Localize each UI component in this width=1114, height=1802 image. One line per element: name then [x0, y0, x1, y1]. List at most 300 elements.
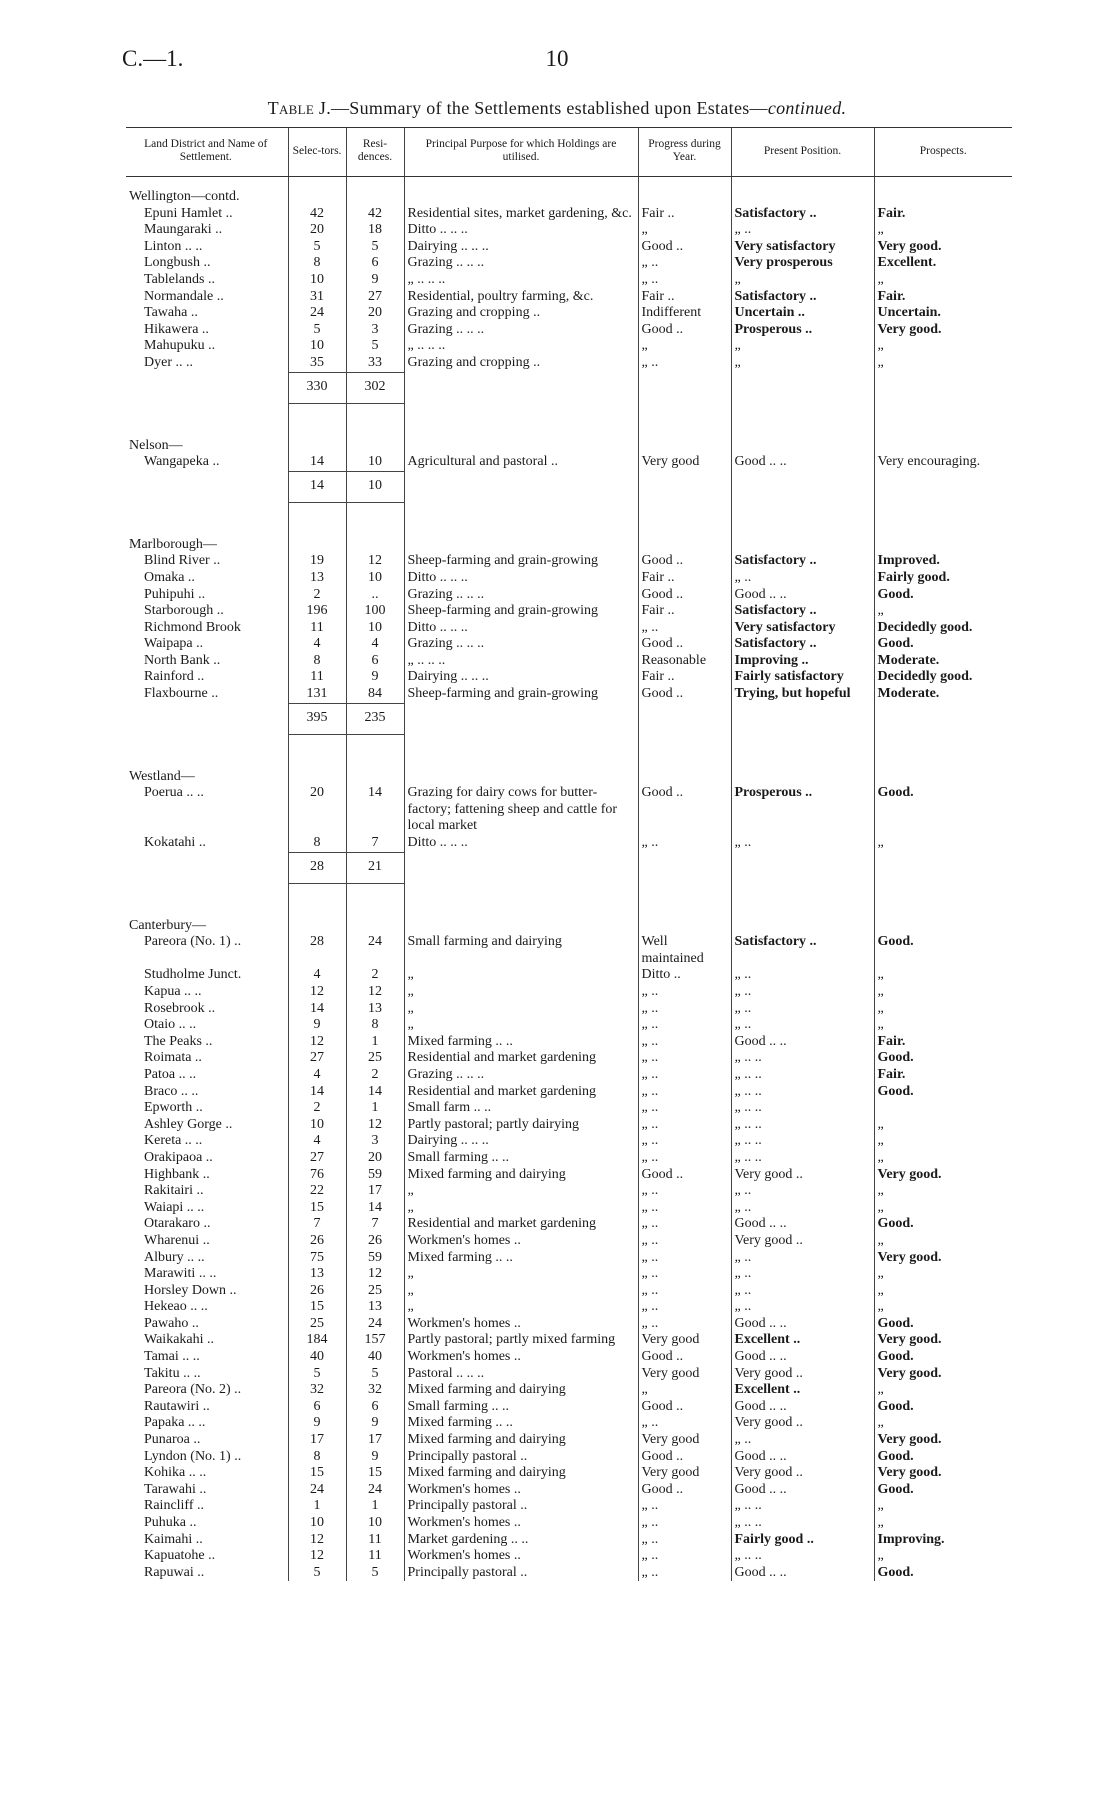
- principal-purpose: Residential and market gardening: [404, 1216, 638, 1233]
- empty-cell: [346, 734, 404, 757]
- selectors-count: 8: [288, 1449, 346, 1466]
- empty-cell: [731, 757, 874, 786]
- settlement-name: Pareora (No. 1) ..: [144, 934, 242, 950]
- progress-during-year: „ ..: [638, 1183, 731, 1200]
- residences-count: 157: [346, 1332, 404, 1349]
- empty-cell: [731, 883, 874, 906]
- group-total-row: [126, 852, 1012, 883]
- prospects: Excellent.: [874, 255, 1012, 272]
- progress-during-year: Good ..: [638, 1399, 731, 1416]
- present-position: Satisfactory ..: [731, 603, 874, 620]
- selectors-count: 9: [288, 1017, 346, 1034]
- progress-during-year: Very good: [638, 1366, 731, 1383]
- selectors-count: 17: [288, 1432, 346, 1449]
- empty-cell: [346, 403, 404, 426]
- empty-cell: [404, 177, 638, 206]
- settlement-name: Linton .. ..: [144, 238, 203, 254]
- table-row: [126, 1216, 1012, 1233]
- settlement-name: Takitu .. ..: [144, 1365, 201, 1381]
- principal-purpose: „: [404, 1200, 638, 1217]
- present-position: Very good ..: [731, 1233, 874, 1250]
- document-reference: C.—1.: [122, 46, 184, 71]
- selectors-count: 7: [288, 1216, 346, 1233]
- present-position: Good .. ..: [731, 1449, 874, 1466]
- settlement-name: Normandale ..: [144, 288, 224, 304]
- selectors-count: 28: [288, 934, 346, 967]
- present-position: „: [731, 355, 874, 372]
- table-row: [126, 636, 1012, 653]
- settlement-name: Otaio .. ..: [144, 1017, 197, 1033]
- settlement-name: Rainford ..: [144, 669, 205, 685]
- settlement-name: Omaka ..: [144, 569, 195, 585]
- principal-purpose: Residential and market gardening: [404, 1050, 638, 1067]
- group-header-row: [126, 757, 1012, 786]
- empty-cell: [126, 502, 288, 525]
- settlement-name: North Bank ..: [144, 652, 221, 668]
- residences-count: 24: [346, 1482, 404, 1499]
- settlement-name: Lyndon (No. 1) ..: [144, 1448, 242, 1464]
- selectors-count: 13: [288, 1266, 346, 1283]
- total-residences: 21: [346, 852, 404, 883]
- residences-count: 10: [346, 620, 404, 637]
- settlement-name: Papaka .. ..: [144, 1415, 206, 1431]
- selectors-count: 8: [288, 255, 346, 272]
- settlement-name: Richmond Brook: [144, 619, 241, 635]
- empty-cell: [404, 734, 638, 757]
- present-position: Good .. ..: [731, 1216, 874, 1233]
- selectors-count: 5: [288, 1565, 346, 1582]
- empty-cell: [346, 757, 404, 786]
- prospects: Decidedly good.: [874, 669, 1012, 686]
- prospects: „: [874, 967, 1012, 984]
- settlement-name: Flaxbourne ..: [144, 686, 219, 702]
- progress-during-year: Very good: [638, 454, 731, 471]
- selectors-count: 15: [288, 1200, 346, 1217]
- empty-cell: [638, 426, 731, 455]
- residences-count: 12: [346, 984, 404, 1001]
- empty-cell: [288, 426, 346, 455]
- prospects: Good.: [874, 1349, 1012, 1366]
- residences-count: 1: [346, 1034, 404, 1051]
- table-row: [126, 1250, 1012, 1267]
- empty-cell: [126, 403, 288, 426]
- table-row: [126, 1382, 1012, 1399]
- residences-count: 24: [346, 934, 404, 967]
- group-total-row: [126, 703, 1012, 734]
- residences-count: 3: [346, 1133, 404, 1150]
- total-residences: 302: [346, 372, 404, 403]
- present-position: Very good ..: [731, 1366, 874, 1383]
- principal-purpose: Principally pastoral ..: [404, 1498, 638, 1515]
- group-header-row: [126, 426, 1012, 455]
- settlement-name: Kereta .. ..: [144, 1133, 203, 1149]
- residences-count: 10: [346, 454, 404, 471]
- principal-purpose: „ .. .. ..: [404, 272, 638, 289]
- prospects: Good.: [874, 636, 1012, 653]
- principal-purpose: Mixed farming .. ..: [404, 1250, 638, 1267]
- selectors-count: 31: [288, 289, 346, 306]
- empty-cell: [731, 502, 874, 525]
- settlement-name: Hekeao .. ..: [144, 1299, 208, 1315]
- settlement-name: Epworth ..: [144, 1100, 203, 1116]
- selectors-count: 4: [288, 1133, 346, 1150]
- total-selectors: 14: [288, 471, 346, 502]
- table-row: [126, 934, 1012, 967]
- progress-during-year: Fair ..: [638, 289, 731, 306]
- empty-cell: [638, 906, 731, 935]
- present-position: Good .. ..: [731, 1399, 874, 1416]
- prospects: „: [874, 272, 1012, 289]
- residences-count: 32: [346, 1382, 404, 1399]
- empty-cell: [638, 372, 731, 403]
- prospects: „: [874, 1150, 1012, 1167]
- prospects: Very good.: [874, 1332, 1012, 1349]
- table-row: [126, 1498, 1012, 1515]
- empty-cell: [874, 471, 1012, 502]
- total-selectors: 395: [288, 703, 346, 734]
- progress-during-year: Fair ..: [638, 603, 731, 620]
- residences-count: 26: [346, 1233, 404, 1250]
- residences-count: 10: [346, 1515, 404, 1532]
- progress-during-year: „ ..: [638, 1515, 731, 1532]
- group-header-row: [126, 525, 1012, 554]
- prospects: Good.: [874, 1084, 1012, 1101]
- prospects: Very good.: [874, 1167, 1012, 1184]
- empty-cell: [404, 906, 638, 935]
- settlement-name: Rakitairi ..: [144, 1183, 204, 1199]
- prospects: Improved.: [874, 553, 1012, 570]
- empty-cell: [874, 703, 1012, 734]
- table-row: [126, 620, 1012, 637]
- prospects: Good.: [874, 1316, 1012, 1333]
- selectors-count: 26: [288, 1233, 346, 1250]
- present-position: „ ..: [731, 1200, 874, 1217]
- selectors-count: 14: [288, 1084, 346, 1101]
- prospects: Good.: [874, 1449, 1012, 1466]
- settlements-table: [126, 127, 1012, 1581]
- principal-purpose: Grazing .. .. ..: [404, 1067, 638, 1084]
- principal-purpose: „: [404, 1183, 638, 1200]
- empty-cell: [346, 177, 404, 206]
- selectors-count: 42: [288, 206, 346, 223]
- table-row: [126, 669, 1012, 686]
- settlement-name: Blind River ..: [144, 553, 221, 569]
- empty-cell: [731, 426, 874, 455]
- settlement-name: Studholme Junct.: [144, 967, 242, 983]
- selectors-count: 11: [288, 669, 346, 686]
- table-row: [126, 1183, 1012, 1200]
- table-title-suffix: continued.: [767, 98, 847, 118]
- settlement-name: Otarakaro ..: [144, 1216, 211, 1232]
- principal-purpose: „: [404, 1266, 638, 1283]
- prospects: Moderate.: [874, 653, 1012, 670]
- residences-count: 33: [346, 355, 404, 372]
- empty-cell: [126, 883, 288, 906]
- settlement-name: Punaroa ..: [144, 1432, 201, 1448]
- table-row: [126, 1283, 1012, 1300]
- empty-cell: [874, 734, 1012, 757]
- present-position: „ ..: [731, 222, 874, 239]
- settlement-name: Starborough ..: [144, 603, 224, 619]
- principal-purpose: Small farming .. ..: [404, 1399, 638, 1416]
- present-position: „ ..: [731, 1250, 874, 1267]
- progress-during-year: „ ..: [638, 355, 731, 372]
- residences-count: 1: [346, 1498, 404, 1515]
- empty-cell: [638, 757, 731, 786]
- prospects: „: [874, 1266, 1012, 1283]
- principal-purpose: Grazing .. .. ..: [404, 322, 638, 339]
- principal-purpose: Mixed farming .. ..: [404, 1034, 638, 1051]
- settlement-name: Tawaha ..: [144, 305, 198, 321]
- residences-count: 84: [346, 686, 404, 703]
- residences-count: 13: [346, 1299, 404, 1316]
- progress-during-year: Good ..: [638, 587, 731, 604]
- residences-count: 4: [346, 636, 404, 653]
- settlement-name: Patoa .. ..: [144, 1066, 197, 1082]
- settlement-name: Kohika .. ..: [144, 1465, 207, 1481]
- present-position: Very satisfactory: [731, 620, 874, 637]
- residences-count: 13: [346, 1001, 404, 1018]
- prospects: „: [874, 355, 1012, 372]
- empty-cell: [126, 852, 288, 883]
- residences-count: 5: [346, 1366, 404, 1383]
- settlement-name: Ashley Gorge ..: [144, 1116, 233, 1132]
- prospects: [874, 1100, 1012, 1117]
- table-row: [126, 1117, 1012, 1134]
- group-spacer: [126, 734, 1012, 757]
- progress-during-year: „ ..: [638, 1266, 731, 1283]
- residences-count: 20: [346, 1150, 404, 1167]
- table-title-main: J.—Summary of the Settlements established upon Estates—: [314, 98, 768, 118]
- progress-during-year: Good ..: [638, 636, 731, 653]
- col-header-prospects: Prospects.: [874, 128, 1012, 177]
- prospects: Uncertain.: [874, 305, 1012, 322]
- principal-purpose: Grazing and cropping ..: [404, 305, 638, 322]
- present-position: „ ..: [731, 984, 874, 1001]
- empty-cell: [874, 906, 1012, 935]
- principal-purpose: „: [404, 1017, 638, 1034]
- settlement-name: Pareora (No. 2) ..: [144, 1382, 242, 1398]
- principal-purpose: Ditto .. .. ..: [404, 835, 638, 852]
- residences-count: 20: [346, 305, 404, 322]
- settlement-name: Wharenui ..: [144, 1232, 210, 1248]
- principal-purpose: „: [404, 984, 638, 1001]
- prospects: „: [874, 1548, 1012, 1565]
- principal-purpose: Mixed farming and dairying: [404, 1465, 638, 1482]
- prospects: „: [874, 338, 1012, 355]
- selectors-count: 4: [288, 1067, 346, 1084]
- empty-cell: [638, 525, 731, 554]
- prospects: „: [874, 222, 1012, 239]
- present-position: Uncertain ..: [731, 305, 874, 322]
- present-position: Excellent ..: [731, 1332, 874, 1349]
- table-row: [126, 1167, 1012, 1184]
- principal-purpose: Small farm .. ..: [404, 1100, 638, 1117]
- empty-cell: [731, 525, 874, 554]
- prospects: Very good.: [874, 322, 1012, 339]
- settlement-name: The Peaks ..: [144, 1033, 213, 1049]
- settlement-name: Braco .. ..: [144, 1083, 199, 1099]
- empty-cell: [346, 426, 404, 455]
- principal-purpose: Pastoral .. .. ..: [404, 1366, 638, 1383]
- settlement-name: Kokatahi ..: [144, 835, 206, 851]
- progress-during-year: „ ..: [638, 1415, 731, 1432]
- table-row: [126, 1415, 1012, 1432]
- residences-count: 27: [346, 289, 404, 306]
- principal-purpose: „ .. .. ..: [404, 338, 638, 355]
- principal-purpose: Sheep-farming and grain-growing: [404, 603, 638, 620]
- district-name: Westland—: [129, 768, 195, 784]
- present-position: „ ..: [731, 1432, 874, 1449]
- selectors-count: 5: [288, 239, 346, 256]
- selectors-count: 8: [288, 653, 346, 670]
- settlement-name: Waipapa ..: [144, 636, 204, 652]
- progress-during-year: „: [638, 222, 731, 239]
- settlement-name: Orakipaoa ..: [144, 1149, 213, 1165]
- settlement-name: Kaimahi ..: [144, 1531, 203, 1547]
- settlement-name: Puhipuhi ..: [144, 586, 206, 602]
- residences-count: 9: [346, 1449, 404, 1466]
- group-spacer: [126, 403, 1012, 426]
- settlement-name: Wangapeka ..: [144, 454, 220, 470]
- settlement-name: Tablelands ..: [144, 271, 215, 287]
- progress-during-year: „ ..: [638, 1034, 731, 1051]
- table-row: [126, 322, 1012, 339]
- settlement-name: Waiapi .. ..: [144, 1199, 205, 1215]
- progress-during-year: „ ..: [638, 1250, 731, 1267]
- present-position: Improving ..: [731, 653, 874, 670]
- settlement-name: Epuni Hamlet ..: [144, 205, 233, 221]
- prospects: Fair.: [874, 289, 1012, 306]
- progress-during-year: „ ..: [638, 1050, 731, 1067]
- residences-count: 1: [346, 1100, 404, 1117]
- settlement-name: Poerua .. ..: [144, 785, 204, 801]
- selectors-count: 4: [288, 967, 346, 984]
- principal-purpose: Dairying .. .. ..: [404, 1133, 638, 1150]
- table-row: [126, 1233, 1012, 1250]
- progress-during-year: „ ..: [638, 1565, 731, 1582]
- table-row: [126, 1366, 1012, 1383]
- settlement-name: Tarawahi ..: [144, 1481, 207, 1497]
- selectors-count: 5: [288, 1366, 346, 1383]
- district-name: Wellington—contd.: [129, 189, 240, 204]
- prospects: „: [874, 1498, 1012, 1515]
- empty-cell: [288, 525, 346, 554]
- selectors-count: 12: [288, 1548, 346, 1565]
- residences-count: 17: [346, 1432, 404, 1449]
- table-row: [126, 1399, 1012, 1416]
- empty-cell: [874, 757, 1012, 786]
- prospects: „: [874, 984, 1012, 1001]
- present-position: Trying, but hopeful: [731, 686, 874, 703]
- settlement-name: Longbush ..: [144, 255, 211, 271]
- col-header-selectors: Selec-tors.: [288, 128, 346, 177]
- progress-during-year: Good ..: [638, 1449, 731, 1466]
- table-row: [126, 1133, 1012, 1150]
- principal-purpose: Workmen's homes ..: [404, 1515, 638, 1532]
- selectors-count: 32: [288, 1382, 346, 1399]
- principal-purpose: Market gardening .. ..: [404, 1532, 638, 1549]
- progress-during-year: Fair ..: [638, 570, 731, 587]
- empty-cell: [731, 852, 874, 883]
- table-row: [126, 454, 1012, 471]
- prospects: Very good.: [874, 1432, 1012, 1449]
- principal-purpose: Principally pastoral ..: [404, 1449, 638, 1466]
- table-row: [126, 984, 1012, 1001]
- residences-count: 8: [346, 1017, 404, 1034]
- total-selectors: 330: [288, 372, 346, 403]
- selectors-count: 14: [288, 1001, 346, 1018]
- principal-purpose: Agricultural and pastoral ..: [404, 454, 638, 471]
- present-position: „ .. ..: [731, 1100, 874, 1117]
- empty-cell: [404, 471, 638, 502]
- progress-during-year: „ ..: [638, 1133, 731, 1150]
- empty-cell: [638, 403, 731, 426]
- residences-count: 12: [346, 1117, 404, 1134]
- prospects: Fair.: [874, 1067, 1012, 1084]
- residences-count: 9: [346, 1415, 404, 1432]
- empty-cell: [731, 177, 874, 206]
- principal-purpose: Grazing .. .. ..: [404, 636, 638, 653]
- principal-purpose: Sheep-farming and grain-growing: [404, 553, 638, 570]
- prospects: Moderate.: [874, 686, 1012, 703]
- empty-cell: [288, 906, 346, 935]
- table-row: [126, 785, 1012, 835]
- prospects: „: [874, 1233, 1012, 1250]
- selectors-count: 24: [288, 305, 346, 322]
- residences-count: 25: [346, 1283, 404, 1300]
- empty-cell: [404, 426, 638, 455]
- table-row: [126, 1200, 1012, 1217]
- settlement-name: Rosebrook ..: [144, 1000, 216, 1016]
- residences-count: 5: [346, 239, 404, 256]
- progress-during-year: „ ..: [638, 1532, 731, 1549]
- progress-during-year: „: [638, 338, 731, 355]
- prospects: Good.: [874, 1482, 1012, 1499]
- empty-cell: [288, 502, 346, 525]
- selectors-count: 14: [288, 454, 346, 471]
- table-row: [126, 570, 1012, 587]
- residences-count: 15: [346, 1465, 404, 1482]
- present-position: Satisfactory ..: [731, 636, 874, 653]
- empty-cell: [874, 525, 1012, 554]
- present-position: „ ..: [731, 570, 874, 587]
- selectors-count: 19: [288, 553, 346, 570]
- selectors-count: 12: [288, 1034, 346, 1051]
- table-row: [126, 553, 1012, 570]
- settlement-name: Hikawera ..: [144, 321, 209, 337]
- present-position: Satisfactory ..: [731, 206, 874, 223]
- table-row: [126, 355, 1012, 372]
- progress-during-year: Good ..: [638, 322, 731, 339]
- col-header-purpose: Principal Purpose for which Holdings are utilised.: [404, 128, 638, 177]
- group-spacer: [126, 883, 1012, 906]
- present-position: Good .. ..: [731, 1565, 874, 1582]
- empty-cell: [126, 372, 288, 403]
- principal-purpose: Mixed farming and dairying: [404, 1382, 638, 1399]
- selectors-count: 10: [288, 1117, 346, 1134]
- progress-during-year: Fair ..: [638, 206, 731, 223]
- empty-cell: [404, 703, 638, 734]
- present-position: „: [731, 338, 874, 355]
- progress-during-year: Very good: [638, 1332, 731, 1349]
- district-name: Marlborough—: [129, 536, 217, 552]
- selectors-count: 24: [288, 1482, 346, 1499]
- prospects: Fair.: [874, 206, 1012, 223]
- prospects: Very good.: [874, 1465, 1012, 1482]
- progress-during-year: Reasonable: [638, 653, 731, 670]
- residences-count: 42: [346, 206, 404, 223]
